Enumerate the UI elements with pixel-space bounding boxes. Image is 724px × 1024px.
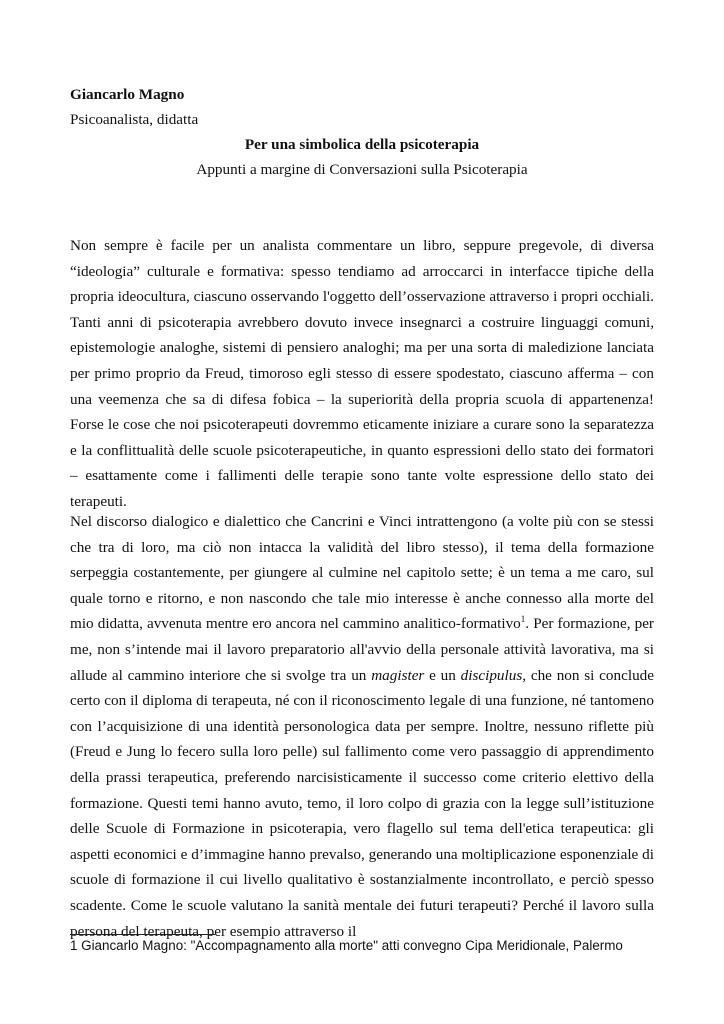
paragraph-1: Non sempre è facile per un analista commentare un libro, seppure pregevole, di diversa “ideologia” culturale e formativa: spesso tendiamo ad arroccarci in interfacce tipiche della propria ideocultura, ciascuno osservando l'oggetto dell’osservazione attraverso i propri occhiali. Tanti anni di psicoterapia avrebbero dovuto invece insegnarci a costruire linguaggi comuni, epistemologie analoghe, sistemi di pensiero analoghi; ma per una sorta di maledizione lanciata per primo proprio da Freud, timoroso egli stesso di essere spodestato, ciascuno afferma – con una veemenza che sa di difesa fobica – la superiorità della propria scuola di appartenenza! Forse le cose che noi psicoterapeuti dovremmo eticamente iniziare a curare sono la separatezza e la conflittualità delle scuole psicoterapeutiche, in quanto espressioni dello stato dei formatori – esattamente come i fallimenti delle terapie sono tante volte espressione dello stato dei terapeuti. [70, 237, 654, 510]
paragraph-2-text-d: , che non si conclude certo con il diploma di terapeuta, né con il riconoscimento legale di una funzione, né tantomeno con l’acquisizione di una identità personologica data per sempre. Inoltre, nessuno riflette più (Freud e Jung lo fecero sulla loro pelle) sul fallimento come vero passaggio di apprendimento della prassi terapeutica, preferendo narcisisticamente il successo come criterio elettivo della formazione. Questi temi hanno avuto, temo, il loro colpo di grazia con la legge sull’istituzione delle Scuole di Formazione in psicoterapia, vero flagello sul tema dell'etica terapeutica: gli aspetti economici e d’immagine hanno prevalso, generando una moltiplicazione esponenziale di scuole di formazione il cui livello qualitativo è sostanzialmente incontrollato, e perciò spesso scadente. Come le scuole valutano la sanità mentale dei futuri terapeuti? Perché il lavoro sulla persona del terapeuta, per esempio attraverso il [70, 666, 654, 940]
author-role: Psicoanalista, didatta [70, 111, 199, 128]
document-subtitle: Appunti a margine di Conversazioni sulla Psicoterapia [196, 161, 528, 178]
paragraph-2-text-c: e un [424, 666, 461, 684]
paragraph-2 [70, 509, 654, 944]
paragraph-2-text-a: Nel discorso dialogico e dialettico che Cancrini e Vinci intrattengono (a volte più con se stessi che tra di loro, ma ciò non intacca la validità del libro stesso), il tema della formazione serpeggia costantemente, per giungere al culmine nel capitolo sette; è un tema a me caro, sul quale torno e ritorno, e non nascondo che tale mio interesse è anche connesso alla morte del mio didatta, avvenuta mentre ero ancora nel cammino analitico-formativo [70, 513, 654, 633]
document-title: Per una simbolica della psicoterapia [244, 136, 480, 153]
footnote-reference: 1 [520, 614, 526, 625]
footnote: 1 Giancarlo Magno: "Accompagnamento alla morte" atti convegno Cipa Meridionale, Palermo [70, 938, 623, 953]
italic-term-magister: magister [371, 666, 425, 684]
italic-term-discipulus: discipulus [460, 666, 523, 684]
footnote-divider [70, 934, 215, 935]
paragraph-2-text-b: . Per formazione, per me, non s’intende mai il lavoro preparatorio all'avvio della personale attività lavorativa, ma si allude al cammino interiore che si svolge tra un [70, 615, 654, 684]
author-name: Giancarlo Magno [70, 86, 185, 103]
